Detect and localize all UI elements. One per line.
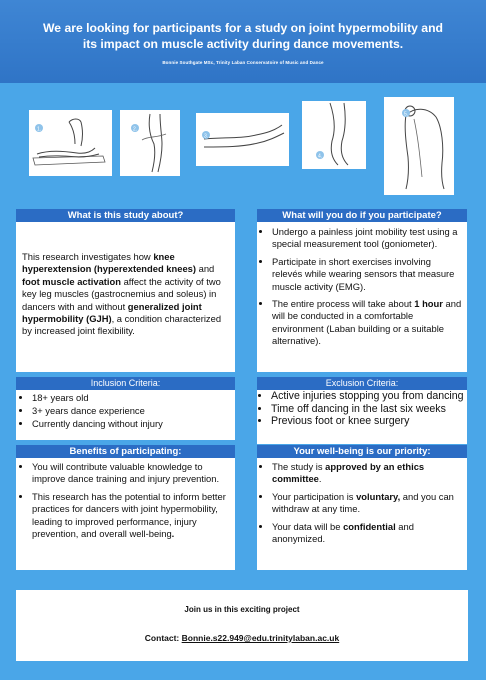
exclusion-list — [259, 390, 464, 428]
leg-side-view-drawing — [302, 101, 366, 169]
about-text: This research investigates how knee hyperextension (hyperextended knees) and foot muscle activation affect the activity of two key leg muscles (gastrocnemius and soleus) in dancers with and without generalized joint hypermobility (GJH), a condition characterized by increased joint flexibility. — [22, 251, 222, 337]
figure-number: 2. — [133, 126, 138, 133]
list-item: • The entire process will take about 1 hour and will be conducted in a comfortable environment (Laban building or a suitable alternative). — [272, 298, 462, 348]
list-item: • The study is approved by an ethics committee. — [272, 461, 462, 486]
knee-hyperextension-drawing — [29, 110, 112, 176]
participate-heading: What will you do if you participate? — [257, 209, 467, 222]
standing-knee-drawing — [120, 110, 180, 176]
figure-number: 4. — [318, 153, 323, 160]
contact-line — [16, 633, 468, 643]
benefits-list — [20, 461, 232, 545]
page-title: We are looking for participants for a study on joint hypermobility and its impact on muscle activity during dance movements. — [43, 21, 443, 51]
exclusion-heading: Exclusion Criteria: — [257, 377, 467, 390]
inclusion-heading: Inclusion Criteria: — [16, 377, 235, 390]
illustration-3 — [196, 113, 289, 166]
contact-panel — [16, 590, 468, 661]
list-item: • This research has the potential to inform better practices for dancers with joint hypermobility, leading to improved performance, injury prevention, and overall well-being. — [32, 491, 232, 541]
forward-bend-drawing — [384, 97, 454, 195]
join-message: Join us in this exciting project — [184, 605, 300, 614]
wellbeing-list — [260, 461, 462, 550]
figure-number: 1. — [37, 126, 42, 133]
list-item: • Currently dancing without injury — [32, 417, 232, 430]
list-item: • Undergo a painless joint mobility test using a special measurement tool (goniometer). — [272, 226, 462, 251]
list-item: • 3+ years dance experience — [32, 404, 232, 417]
list-item: • Previous foot or knee surgery — [271, 415, 464, 428]
contact-email-link[interactable]: Bonnie.s22.949@edu.trinitylaban.ac.uk — [181, 633, 340, 643]
illustration-1 — [29, 110, 112, 176]
list-item: • You will contribute valuable knowledge to improve dance training and injury prevention. — [32, 461, 232, 486]
illustration-4 — [302, 101, 366, 169]
list-item: • Your data will be confidential and anonymized. — [272, 521, 462, 546]
leg-extension-drawing — [196, 113, 289, 166]
benefits-heading: Benefits of participating: — [16, 445, 235, 458]
inclusion-list — [20, 391, 232, 430]
list-item: • 18+ years old — [32, 391, 232, 404]
figure-number: 3. — [204, 133, 209, 140]
participate-list — [260, 226, 462, 353]
list-item: • Time off dancing in the last six weeks — [271, 403, 464, 416]
figure-number: 5. — [404, 111, 409, 118]
contact-label: Contact: — [144, 633, 182, 643]
illustration-2 — [120, 110, 180, 176]
list-item: • Your participation is voluntary, and you can withdraw at any time. — [272, 491, 462, 516]
illustration-5 — [384, 97, 454, 195]
header-banner — [0, 0, 486, 83]
list-item: • Participate in short exercises involving relevés while wearing sensors that measure muscle activity (EMG). — [272, 256, 462, 293]
author-byline: Bonnie Southgate MSc, Trinity Laban Conservatoire of Music and Dance — [162, 60, 324, 65]
about-heading: What is this study about? — [16, 209, 235, 222]
list-item: • Active injuries stopping you from dancing — [271, 390, 464, 403]
wellbeing-heading: Your well-being is our priority: — [257, 445, 467, 458]
